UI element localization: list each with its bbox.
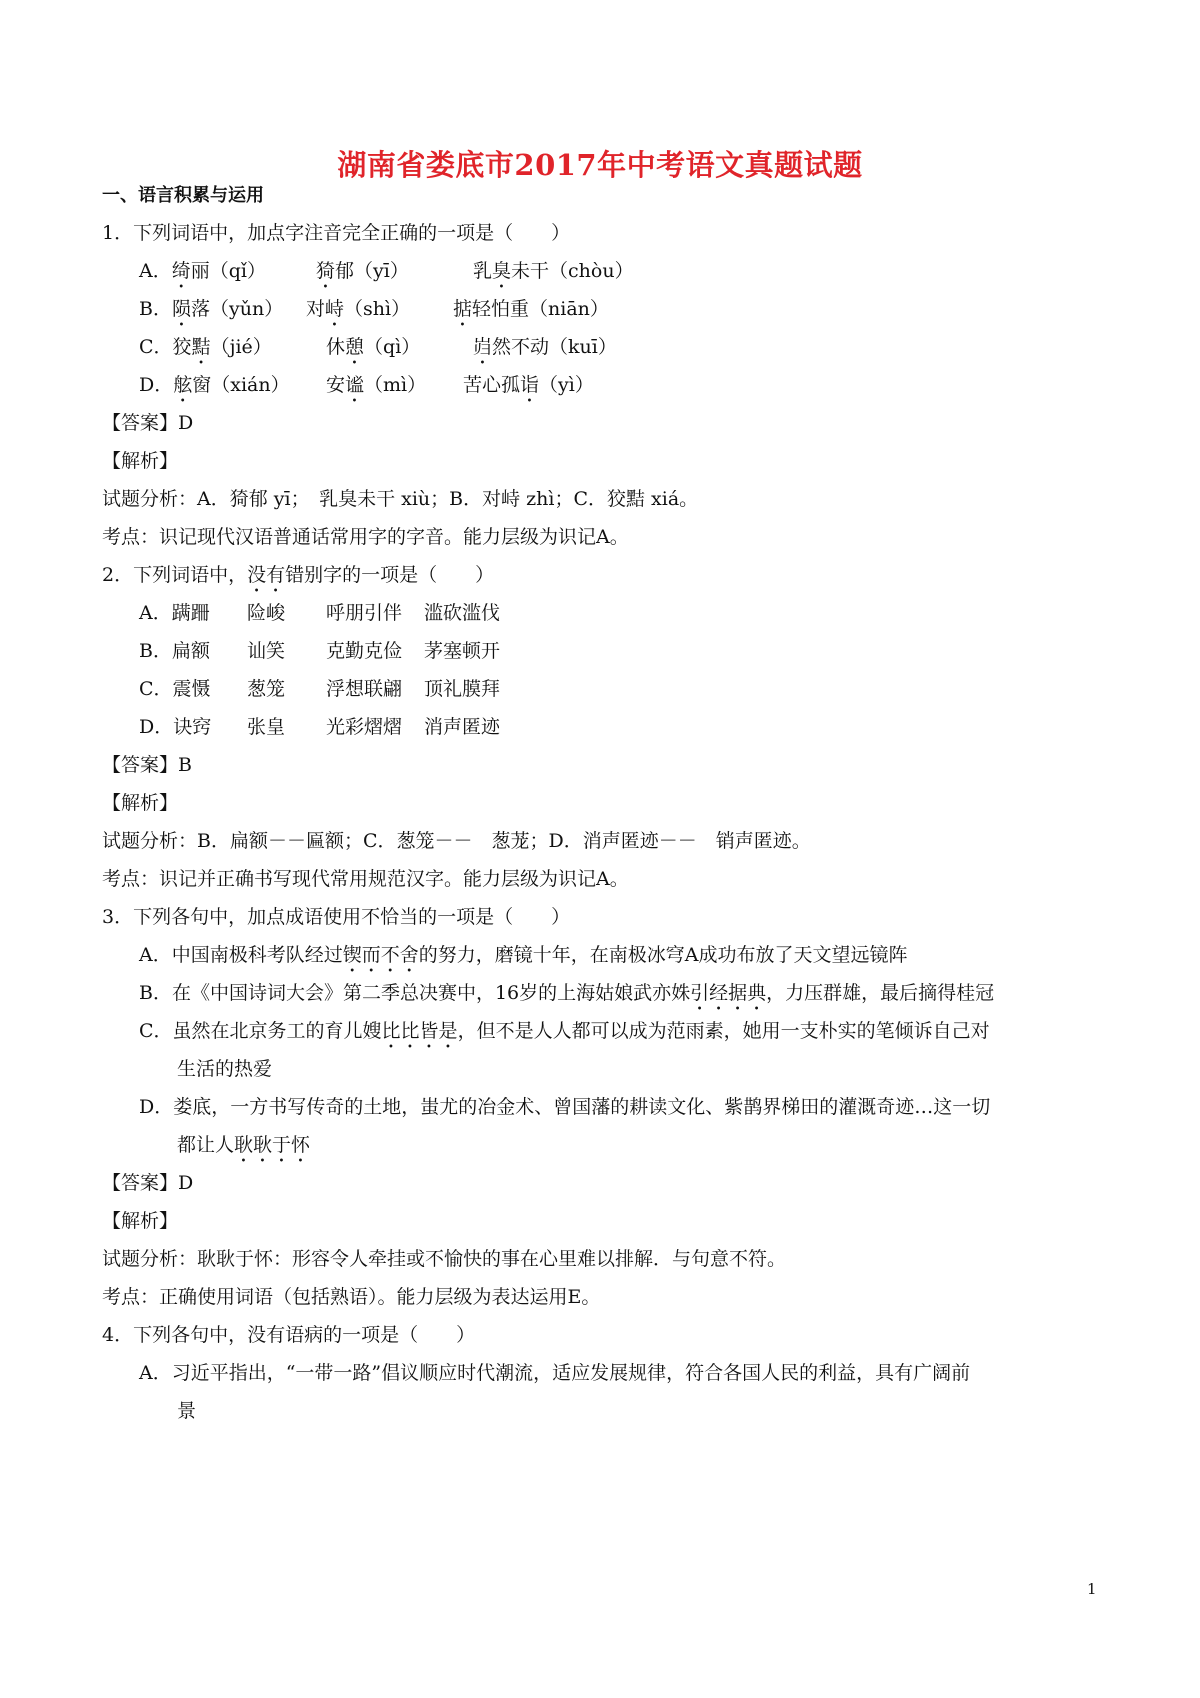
q1-answer: 【答案】D: [102, 412, 194, 434]
option-letter: C．: [139, 678, 173, 700]
dotted-char: 黠: [191, 336, 211, 358]
q1-option-b: [139, 296, 609, 331]
option-word: 险峻: [247, 602, 286, 624]
option-word: 滥砍滥伐: [424, 602, 501, 624]
option-word: 光彩熠熠: [326, 716, 403, 738]
dotted-char: 猗: [316, 260, 336, 282]
q4-stem: 4．下列各句中，没有语病的一项是（ ）: [102, 1324, 476, 1346]
q1-option-a: [139, 258, 634, 293]
q2-answer: 【答案】B: [102, 754, 192, 776]
q1-option-c: [139, 334, 617, 369]
option-text: 都让人: [177, 1134, 235, 1156]
option-letter: B．: [139, 298, 172, 320]
q3-option-d: D．娄底，一方书写传奇的土地，蚩尤的冶金术、曾国藩的耕读文化、紫鹊界梯田的灌溉奇迹…这一切: [139, 1096, 991, 1118]
page-title: 湖南省娄底市2017年中考语文真题试题: [337, 148, 863, 182]
dotted-char: 峙: [325, 298, 345, 320]
option-text: 苦心孤: [463, 374, 521, 396]
q3-option-c-cont: 生活的热爱: [177, 1058, 273, 1080]
q1-analysis: 试题分析：A．猗郁 yī； 乳臭未干 xiù；B．对峙 zhì；C．狡黠 xiá。: [102, 488, 699, 510]
option-text: C．虽然在北京务工的育儿嫂: [139, 1020, 382, 1042]
q3-analysis-label: 【解析】: [102, 1210, 179, 1232]
dotted-char: 绮: [171, 260, 191, 282]
option-word: 张皇: [247, 716, 286, 738]
option-text: A．中国南极科考队经过: [139, 944, 343, 966]
option-word: 消声匿迹: [424, 716, 501, 738]
option-word: 震慑: [172, 678, 211, 700]
dotted-char: 臭: [492, 260, 512, 282]
q3-option-a: [139, 942, 907, 977]
option-letter: D．: [139, 716, 174, 738]
q1-option-d: [139, 372, 594, 407]
q1-point: 考点：识记现代汉语普通话常用字的字音。能力层级为识记A。: [102, 526, 629, 548]
q2-option-a: [139, 600, 501, 626]
dotted-char: 谧: [345, 374, 365, 396]
q3-option-c: [139, 1018, 990, 1053]
dotted-char: 掂: [453, 298, 473, 320]
dotted-idiom: 引经据典: [690, 982, 767, 1004]
q2-point: 考点：识记并正确书写现代常用规范汉字。能力层级为识记A。: [102, 868, 629, 890]
page-number: 1: [1087, 1580, 1097, 1598]
q2-option-b: [139, 638, 501, 664]
dotted-char: 岿: [473, 336, 493, 358]
option-text: 然不动（kuī）: [492, 336, 617, 358]
option-word: 顶礼膜拜: [424, 678, 501, 700]
option-letter: B．: [139, 640, 172, 662]
option-text: 对: [306, 298, 326, 320]
option-letter: C．: [139, 336, 173, 358]
option-word: 克勤克俭: [326, 640, 403, 662]
dotted-char: 陨: [171, 298, 191, 320]
option-text: B．在《中国诗词大会》第二季总决赛中，16岁的上海姑娘武亦姝: [139, 982, 691, 1004]
q2-analysis-label: 【解析】: [102, 792, 179, 814]
option-text: 落（yǔn）: [190, 298, 284, 320]
dotted-char: 诣: [520, 374, 540, 396]
q3-stem: 3．下列各句中，加点成语使用不恰当的一项是（ ）: [102, 906, 571, 928]
option-text: （jié）: [210, 336, 272, 358]
section-heading: 一、语言积累与运用: [102, 185, 264, 206]
option-text: 休: [326, 336, 346, 358]
option-word: 诀窍: [173, 716, 212, 738]
option-word: 葱笼: [247, 678, 286, 700]
option-word: 扁额: [171, 640, 210, 662]
option-text: 狡: [172, 336, 192, 358]
stem-text: 错别字的一项是（ ）: [285, 564, 495, 586]
dotted-char: 没有: [247, 564, 286, 586]
option-text: 安: [326, 374, 346, 396]
option-text: 乳: [473, 260, 493, 282]
option-text: ，力压群雄，最后摘得桂冠: [766, 982, 995, 1004]
q4-option-a-cont: 景: [177, 1400, 197, 1422]
dotted-char: 舷: [173, 374, 193, 396]
option-text: 轻怕重（niān）: [472, 298, 609, 320]
q3-analysis: 试题分析：耿耿于怀：形容令人牵挂或不愉快的事在心里难以排解．与句意不符。: [102, 1248, 787, 1270]
option-text: 丽（qǐ）: [190, 260, 266, 282]
option-text: （qì）: [364, 336, 421, 358]
q3-point: 考点：正确使用词语（包括熟语）。能力层级为表达运用E。: [102, 1286, 601, 1308]
option-text: ，但不是人人都可以成为范雨素，她用一支朴实的笔倾诉自己对: [457, 1020, 990, 1042]
option-word: 呼朋引伴: [326, 602, 403, 624]
option-word: 茅塞顿开: [424, 640, 501, 662]
option-text: （shì）: [344, 298, 411, 320]
option-text: 的努力，磨镜十年，在南极冰穹A成功布放了天文望远镜阵: [418, 944, 908, 966]
dotted-idiom: 耿耿于怀: [234, 1134, 311, 1156]
q2-analysis: 试题分析：B．扁额－－匾额；C．葱笼－－ 葱茏；D．消声匿迹－－ 销声匿迹。: [102, 830, 811, 852]
q2-stem: [102, 562, 494, 597]
q3-option-b: [139, 980, 994, 1015]
option-word: 浮想联翩: [326, 678, 403, 700]
option-text: 未干（chòu）: [511, 260, 634, 282]
option-letter: A．: [139, 260, 172, 282]
dotted-idiom: 锲而不舍: [342, 944, 419, 966]
q3-option-d-cont: [177, 1132, 310, 1167]
option-text: （yì）: [539, 374, 594, 396]
dotted-char: 憩: [345, 336, 365, 358]
q1-analysis-label: 【解析】: [102, 450, 179, 472]
option-text: （mì）: [364, 374, 427, 396]
dotted-idiom: 比比皆是: [381, 1020, 458, 1042]
option-word: 讪笑: [247, 640, 286, 662]
option-word: 蹒跚: [171, 602, 210, 624]
q1-stem: 1．下列词语中，加点字注音完全正确的一项是（ ）: [102, 222, 571, 244]
q2-option-d: [139, 714, 501, 740]
option-text: 郁（yī）: [335, 260, 409, 282]
option-text: 窗（xián）: [192, 374, 290, 396]
q4-option-a: A．习近平指出，“一带一路”倡议顺应时代潮流，适应发展规律，符合各国人民的利益，具有广阔前: [139, 1362, 971, 1384]
option-letter: D．: [139, 374, 174, 396]
stem-text: 2．下列词语中，: [102, 564, 248, 586]
q2-option-c: [139, 676, 501, 702]
option-letter: A．: [139, 602, 172, 624]
q3-answer: 【答案】D: [102, 1172, 194, 1194]
